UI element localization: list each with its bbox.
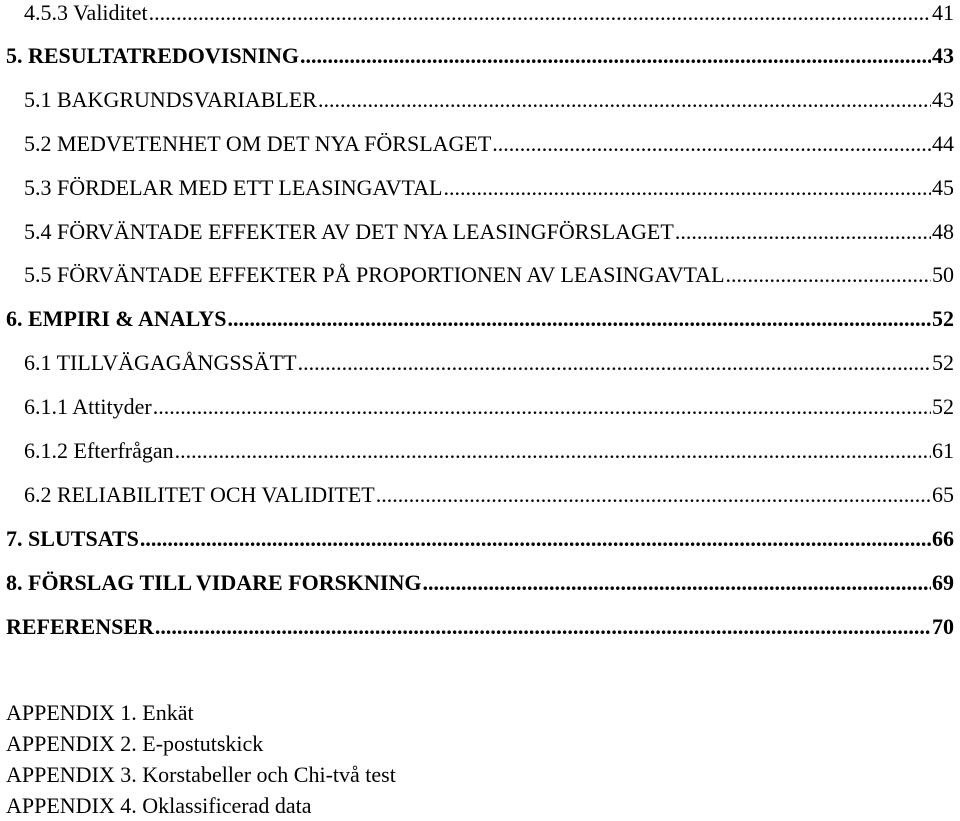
- toc-entry-title: 5.2 MEDVETENHET OM DET NYA FÖRSLAGET: [24, 131, 492, 156]
- toc-entry-page: 70: [932, 614, 954, 639]
- toc-entry-title: 5.4 FÖRVÄNTADE EFFEKTER AV DET NYA LEASINGFÖRSLAGET: [24, 219, 674, 244]
- toc-dot-leader: [443, 175, 931, 201]
- toc-entry-5[interactable]: [6, 43, 954, 69]
- toc-dot-leader: [422, 570, 931, 596]
- appendix-item: APPENDIX 1. Enkät: [6, 700, 194, 725]
- toc-entry-title: REFERENSER: [6, 614, 154, 639]
- toc-entry-title: 6.2 RELIABILITET OCH VALIDITET: [24, 482, 375, 507]
- appendix-item: APPENDIX 2. E-postutskick: [6, 731, 264, 756]
- toc-entry-page: 65: [932, 482, 954, 507]
- toc-entry-5-2[interactable]: [24, 131, 954, 157]
- toc-entry-6-1-2[interactable]: [24, 438, 954, 464]
- toc-dot-leader: [492, 131, 931, 157]
- toc-entry-page: 43: [932, 87, 954, 112]
- toc-dot-leader: [318, 87, 931, 113]
- toc-entry-page: 52: [932, 350, 954, 375]
- toc-entry-page: 66: [932, 526, 954, 551]
- toc-entry-page: 69: [932, 570, 954, 595]
- toc-entry-page: 45: [932, 175, 954, 200]
- toc-entry-referenser[interactable]: [6, 614, 954, 640]
- toc-entry-page: 48: [932, 219, 954, 244]
- toc-entry-6-1-1[interactable]: [24, 394, 954, 420]
- toc-entry-page: 44: [932, 131, 954, 156]
- toc-dot-leader: [155, 614, 931, 640]
- toc-dot-leader: [140, 526, 931, 552]
- appendix-item: APPENDIX 4. Oklassificerad data: [6, 793, 312, 818]
- toc-dot-leader: [227, 306, 931, 332]
- toc-entry-page: 52: [932, 394, 954, 419]
- toc-entry-page: 41: [932, 0, 954, 25]
- toc-entry-6[interactable]: [6, 306, 954, 332]
- toc-entry-5-3[interactable]: [24, 175, 954, 201]
- toc-entry-title: 6.1.1 Attityder: [24, 394, 152, 419]
- toc-entry-8[interactable]: [6, 570, 954, 596]
- toc-entry-6-2[interactable]: [24, 482, 954, 508]
- toc-dot-leader: [300, 43, 931, 69]
- toc-dot-leader: [153, 394, 931, 420]
- toc-dot-leader: [376, 482, 931, 508]
- toc-dot-leader: [298, 350, 931, 376]
- toc-dot-leader: [175, 438, 931, 464]
- appendix-item: APPENDIX 3. Korstabeller och Chi-två test: [6, 762, 396, 787]
- toc-entry-7[interactable]: [6, 526, 954, 552]
- toc-entry-page: 43: [932, 43, 954, 68]
- toc-entry-page: 50: [932, 262, 954, 287]
- toc-entry-title: 4.5.3 Validitet: [24, 0, 148, 25]
- toc-dot-leader: [726, 262, 931, 288]
- toc-entry-5-5[interactable]: [24, 262, 954, 288]
- toc-entry-title: 5. RESULTATREDOVISNING: [6, 43, 300, 68]
- toc-dot-leader: [149, 0, 931, 26]
- toc-entry-page: 52: [932, 306, 954, 331]
- toc-entry-title: 8. FÖRSLAG TILL VIDARE FORSKNING: [6, 570, 422, 595]
- toc-entry-title: 5.5 FÖRVÄNTADE EFFEKTER PÅ PROPORTIONEN AV LEASINGAVTAL: [24, 262, 725, 287]
- toc-entry-title: 5.3 FÖRDELAR MED ETT LEASINGAVTAL: [24, 175, 443, 200]
- appendix-list: [6, 697, 396, 821]
- toc-entry-title: 6.1 TILLVÄGAGÅNGSSÄTT: [24, 350, 297, 375]
- toc-entry-title: 6.1.2 Efterfrågan: [24, 438, 174, 463]
- toc-entry-page: 61: [932, 438, 954, 463]
- toc-entry-title: 6. EMPIRI & ANALYS: [6, 306, 227, 331]
- toc-dot-leader: [675, 219, 931, 245]
- toc-entry-6-1[interactable]: [24, 350, 954, 376]
- toc-entry-title: 5.1 BAKGRUNDSVARIABLER: [24, 87, 317, 112]
- toc-entry-title: 7. SLUTSATS: [6, 526, 139, 551]
- toc-entry-5-1[interactable]: [24, 87, 954, 113]
- toc-entry-5-4[interactable]: [24, 219, 954, 245]
- toc-entry-4-5-3[interactable]: [24, 0, 954, 26]
